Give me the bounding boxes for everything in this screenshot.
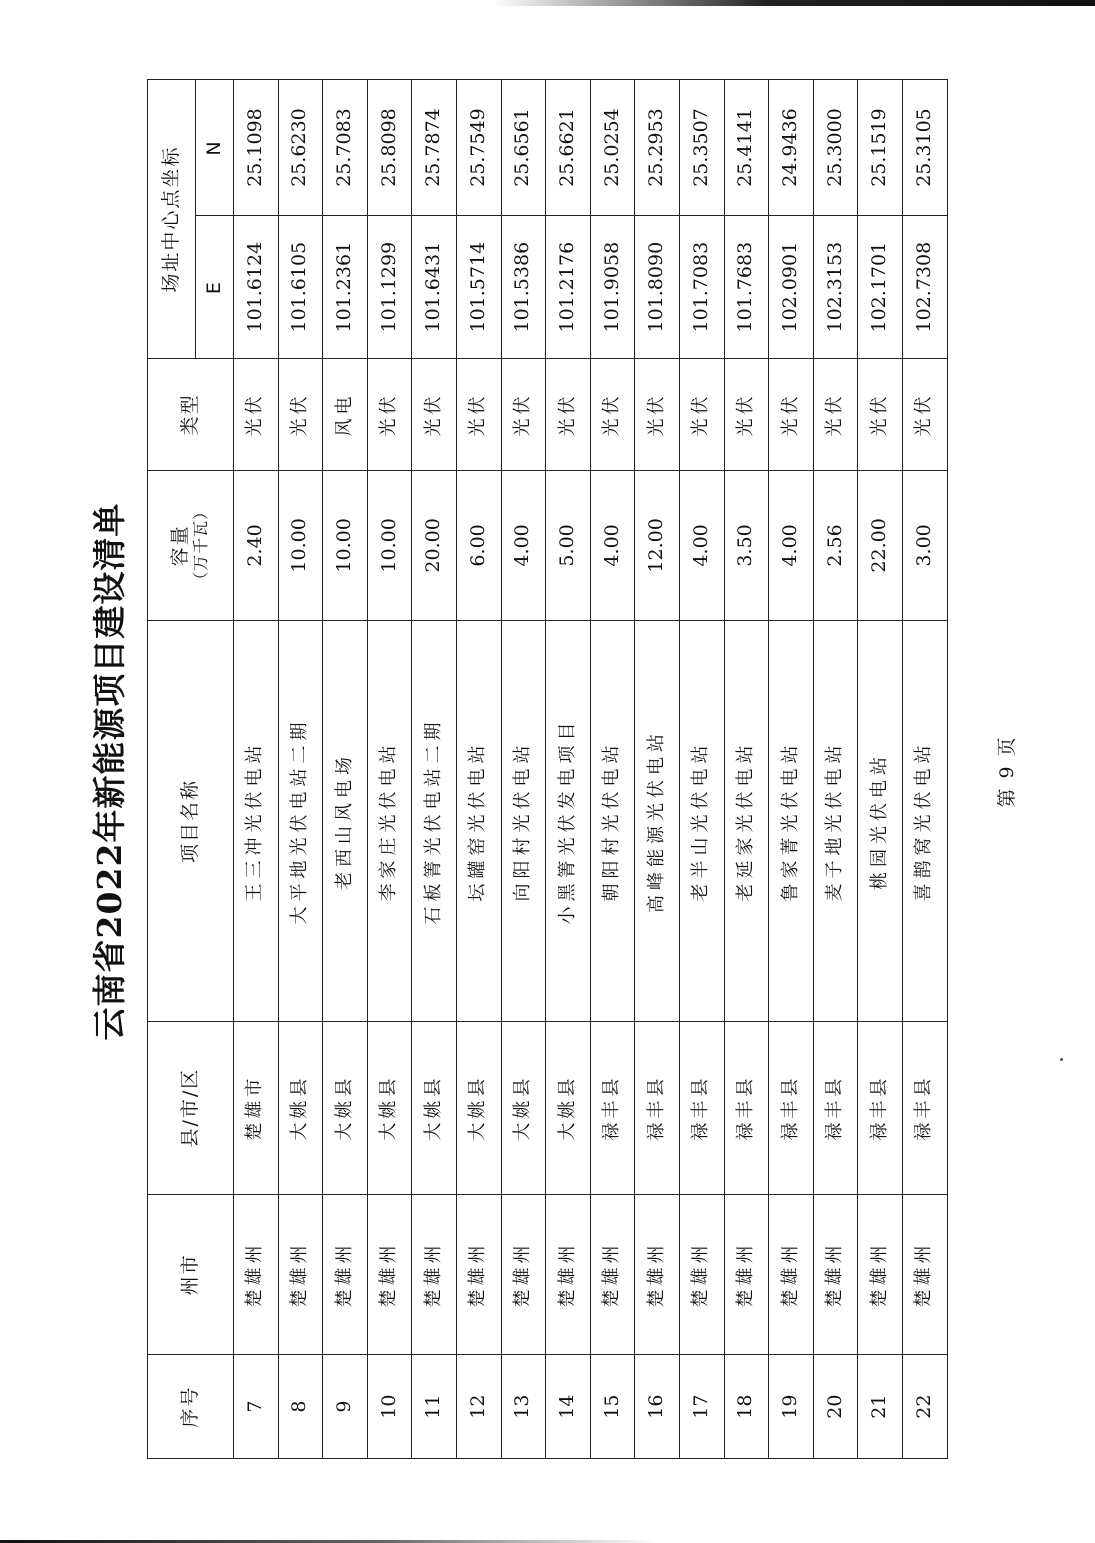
cell-n: 25.4141 [724,80,769,216]
cell-project: 朝阳村光伏电站 [590,621,635,1021]
header-capacity-label: 容量 [169,524,192,567]
cell-n: 25.0254 [590,80,635,216]
header-county: 县/市/区 [148,1021,234,1194]
cell-county: 大姚县 [278,1021,323,1194]
project-list-table [147,79,948,1459]
cell-e: 101.1299 [367,216,412,359]
cell-e: 101.6431 [412,216,457,359]
cell-prefecture: 楚雄州 [679,1194,724,1355]
cell-project: 桃园光伏电站 [858,621,903,1021]
cell-capacity: 5.00 [546,470,591,621]
cell-capacity: 2.40 [234,470,279,621]
cell-capacity: 12.00 [635,470,680,621]
cell-n: 25.1519 [858,80,903,216]
table-row [501,80,546,1459]
cell-project: 鲁家菁光伏电站 [769,621,814,1021]
cell-n: 25.1098 [234,80,279,216]
cell-type: 光伏 [769,359,814,470]
table-row [367,80,412,1459]
cell-county: 禄丰县 [635,1021,680,1194]
cell-county: 大姚县 [323,1021,368,1194]
cell-prefecture: 楚雄州 [278,1194,323,1355]
header-coord-group: 场址中心点坐标 [148,80,196,359]
cell-n: 25.7874 [412,80,457,216]
cell-capacity: 6.00 [456,470,501,621]
cell-seq: 20 [813,1355,858,1459]
header-n: N [196,80,234,216]
cell-n: 25.7083 [323,80,368,216]
cell-type: 光伏 [902,359,947,470]
cell-e: 102.7308 [902,216,947,359]
cell-project: 高峰能源光伏电站 [635,621,680,1021]
cell-prefecture: 楚雄州 [323,1194,368,1355]
cell-n: 25.7549 [456,80,501,216]
cell-n: 25.3507 [679,80,724,216]
cell-seq: 7 [234,1355,279,1459]
header-capacity [148,470,234,621]
cell-capacity: 20.00 [412,470,457,621]
cell-type: 光伏 [234,359,279,470]
cell-county: 大姚县 [456,1021,501,1194]
cell-capacity: 10.00 [367,470,412,621]
cell-seq: 9 [323,1355,368,1459]
cell-county: 禄丰县 [724,1021,769,1194]
cell-project: 石板箐光伏电站二期 [412,621,457,1021]
cell-type: 光伏 [813,359,858,470]
cell-prefecture: 楚雄州 [858,1194,903,1355]
cell-seq: 22 [902,1355,947,1459]
cell-project: 向阳村光伏电站 [501,621,546,1021]
cell-county: 禄丰县 [902,1021,947,1194]
cell-type: 光伏 [679,359,724,470]
cell-project: 喜鹊窝光伏电站 [902,621,947,1021]
cell-type: 光伏 [501,359,546,470]
cell-e: 102.1701 [858,216,903,359]
cell-seq: 10 [367,1355,412,1459]
cell-seq: 19 [769,1355,814,1459]
cell-prefecture: 楚雄州 [902,1194,947,1355]
cell-project: 麦子地光伏电站 [813,621,858,1021]
cell-e: 102.0901 [769,216,814,359]
header-prefecture: 州市 [148,1194,234,1355]
scan-speck [1060,1058,1063,1061]
page-number: 第 9 页 [996,735,1018,808]
cell-seq: 13 [501,1355,546,1459]
cell-type: 光伏 [367,359,412,470]
cell-e: 102.3153 [813,216,858,359]
cell-project: 大平地光伏电站二期 [278,621,323,1021]
cell-n: 24.9436 [769,80,814,216]
cell-e: 101.9058 [590,216,635,359]
cell-seq: 15 [590,1355,635,1459]
table-row [902,80,947,1459]
cell-project: 老半山光伏电站 [679,621,724,1021]
header-project: 项目名称 [148,621,234,1021]
cell-n: 25.6621 [546,80,591,216]
cell-type: 光伏 [635,359,680,470]
cell-e: 101.6105 [278,216,323,359]
cell-seq: 17 [679,1355,724,1459]
cell-project: 老西山风电场 [323,621,368,1021]
cell-capacity: 10.00 [278,470,323,621]
table-row [323,80,368,1459]
cell-county: 楚雄市 [234,1021,279,1194]
cell-e: 101.8090 [635,216,680,359]
cell-capacity: 10.00 [323,470,368,621]
header-type: 类型 [148,359,234,470]
cell-county: 禄丰县 [769,1021,814,1194]
cell-capacity: 4.00 [769,470,814,621]
table-row [412,80,457,1459]
cell-n: 25.8098 [367,80,412,216]
cell-capacity: 3.00 [902,470,947,621]
cell-n: 25.3105 [902,80,947,216]
cell-prefecture: 楚雄州 [769,1194,814,1355]
cell-prefecture: 楚雄州 [234,1194,279,1355]
table-row [635,80,680,1459]
cell-county: 大姚县 [412,1021,457,1194]
table-body [234,80,948,1459]
cell-type: 光伏 [546,359,591,470]
cell-project: 李家庄光伏电站 [367,621,412,1021]
table-row [456,80,501,1459]
table-row [858,80,903,1459]
cell-prefecture: 楚雄州 [456,1194,501,1355]
cell-prefecture: 楚雄州 [412,1194,457,1355]
table-row [679,80,724,1459]
cell-seq: 12 [456,1355,501,1459]
cell-county: 禄丰县 [813,1021,858,1194]
table-row [813,80,858,1459]
cell-seq: 18 [724,1355,769,1459]
cell-prefecture: 楚雄州 [367,1194,412,1355]
table-row [724,80,769,1459]
cell-seq: 14 [546,1355,591,1459]
cell-e: 101.2176 [546,216,591,359]
cell-n: 25.3000 [813,80,858,216]
cell-project: 王三冲光伏电站 [234,621,279,1021]
cell-seq: 21 [858,1355,903,1459]
cell-capacity: 4.00 [501,470,546,621]
cell-capacity: 22.00 [858,470,903,621]
cell-e: 101.5386 [501,216,546,359]
cell-e: 101.7683 [724,216,769,359]
cell-prefecture: 楚雄州 [635,1194,680,1355]
header-capacity-unit: （万千瓦） [191,502,211,588]
table-row [546,80,591,1459]
cell-seq: 16 [635,1355,680,1459]
cell-prefecture: 楚雄州 [501,1194,546,1355]
cell-prefecture: 楚雄州 [813,1194,858,1355]
cell-county: 大姚县 [367,1021,412,1194]
cell-type: 光伏 [456,359,501,470]
cell-type: 光伏 [278,359,323,470]
cell-prefecture: 楚雄州 [546,1194,591,1355]
cell-county: 禄丰县 [590,1021,635,1194]
cell-county: 大姚县 [546,1021,591,1194]
table-row [590,80,635,1459]
cell-capacity: 2.56 [813,470,858,621]
cell-project: 老延家光伏电站 [724,621,769,1021]
table-row [769,80,814,1459]
table-row [234,80,279,1459]
cell-county: 禄丰县 [858,1021,903,1194]
cell-e: 101.6124 [234,216,279,359]
cell-e: 101.5714 [456,216,501,359]
cell-type: 光伏 [412,359,457,470]
cell-seq: 8 [278,1355,323,1459]
cell-prefecture: 楚雄州 [590,1194,635,1355]
cell-capacity: 4.00 [590,470,635,621]
cell-n: 25.2953 [635,80,680,216]
cell-e: 101.2361 [323,216,368,359]
cell-type: 光伏 [858,359,903,470]
table-row [278,80,323,1459]
cell-seq: 11 [412,1355,457,1459]
cell-capacity: 3.50 [724,470,769,621]
header-e: E [196,216,234,359]
cell-capacity: 4.00 [679,470,724,621]
cell-type: 光伏 [724,359,769,470]
cell-type: 光伏 [590,359,635,470]
cell-county: 大姚县 [501,1021,546,1194]
cell-n: 25.6230 [278,80,323,216]
cell-project: 小黑箐光伏发电项目 [546,621,591,1021]
header-seq: 序号 [148,1355,234,1459]
cell-prefecture: 楚雄州 [724,1194,769,1355]
cell-county: 禄丰县 [679,1021,724,1194]
cell-n: 25.6561 [501,80,546,216]
document-title: 云南省2022年新能源项目建设清单 [90,502,129,1041]
cell-project: 坛罐窑光伏电站 [456,621,501,1021]
cell-type: 风电 [323,359,368,470]
cell-e: 101.7083 [679,216,724,359]
